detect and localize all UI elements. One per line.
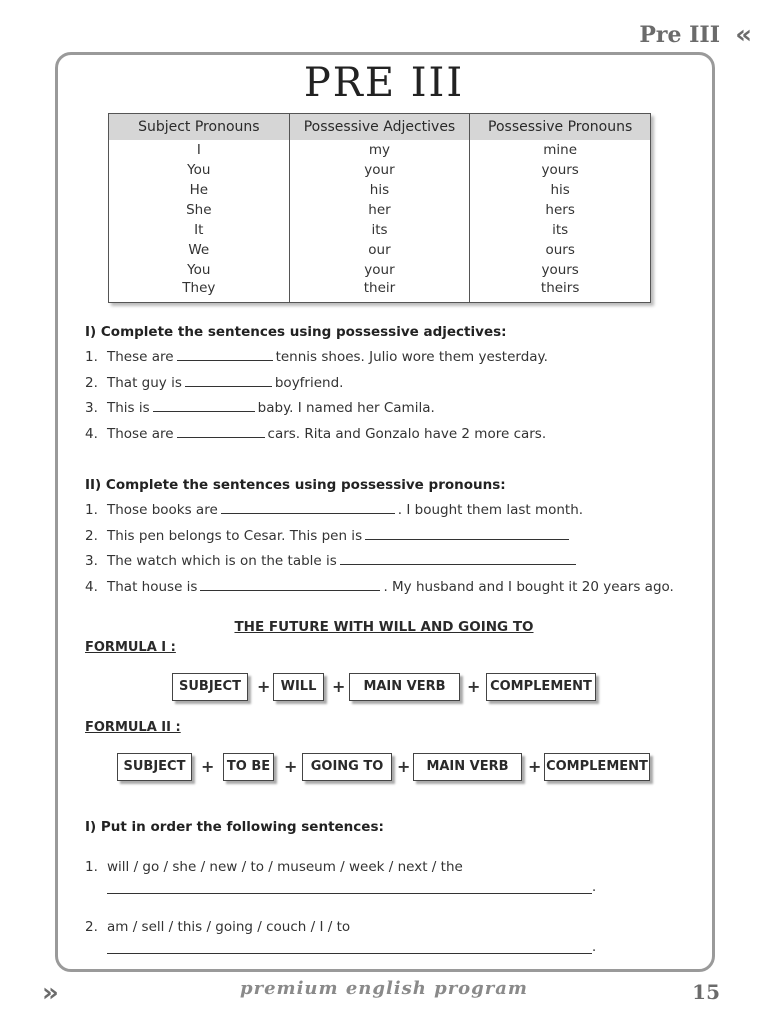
item-text-after: boyfriend.: [274, 375, 344, 391]
item-number: 1.: [85, 349, 98, 365]
formula2-subject-box: SUBJECT: [117, 753, 192, 781]
table-row: [109, 280, 651, 303]
answer-blank[interactable]: [153, 400, 255, 412]
item-number: 4.: [85, 426, 98, 442]
item-text-before: Those are: [107, 426, 174, 442]
table-body: [109, 140, 651, 303]
formula1-main-verb-box: MAIN VERB: [349, 673, 460, 701]
table-cell: theirs: [470, 280, 651, 303]
plus-sign: +: [201, 757, 215, 776]
item-text-before: That house is: [107, 579, 198, 595]
item-number: 3.: [85, 400, 98, 416]
item-text-before: These are: [107, 349, 174, 365]
table-cell: my: [289, 140, 470, 160]
table-cell: our: [289, 240, 470, 260]
item-text-after: tennis shoes. Julio wore them yesterday.: [275, 349, 548, 365]
plus-sign: +: [284, 757, 298, 776]
item-number: 2.: [85, 919, 98, 935]
answer-blank[interactable]: [221, 502, 395, 514]
item-text: am / sell / this / going / couch / I / to: [107, 919, 351, 935]
table-row: [109, 260, 651, 280]
item-number: 1.: [85, 859, 98, 875]
footer-program-name: premium english program: [240, 978, 528, 999]
item-text-after: . I bought them last month.: [397, 502, 584, 518]
answer-blank[interactable]: [365, 528, 569, 540]
line-end-period: .: [592, 940, 597, 955]
formula1-will-box: WILL: [273, 673, 324, 701]
item-text: will / go / she / new / to / museum / week / next / the: [107, 859, 463, 875]
section1-item-4: [85, 426, 546, 442]
answer-line-2[interactable]: [107, 953, 592, 954]
plus-sign: +: [332, 677, 346, 696]
pronoun-table: [108, 113, 651, 303]
table-cell: They: [109, 280, 290, 303]
item-text-after: . My husband and I bought it 20 years ago.: [383, 579, 674, 595]
item-text-before: Those books are: [107, 502, 218, 518]
section3-title: I) Put in order the following sentences:: [85, 819, 384, 835]
double-chevron-left-icon: «: [735, 20, 748, 50]
answer-blank[interactable]: [177, 426, 265, 438]
table-cell: He: [109, 180, 290, 200]
formula1-label: FORMULA I :: [85, 640, 176, 655]
item-number: 2.: [85, 375, 98, 391]
table-cell: I: [109, 140, 290, 160]
answer-blank[interactable]: [185, 375, 272, 387]
item-text-before: This pen belongs to Cesar. This pen is: [107, 528, 363, 544]
section1-item-1: [85, 349, 548, 365]
table-row: [109, 240, 651, 260]
answer-blank[interactable]: [177, 349, 273, 361]
table-cell: its: [289, 220, 470, 240]
table-cell: their: [289, 280, 470, 303]
item-number: 2.: [85, 528, 98, 544]
table-cell: It: [109, 220, 290, 240]
item-text-after: baby. I named her Camila.: [257, 400, 435, 416]
table-row: [109, 140, 651, 160]
formula2-main-verb-box: MAIN VERB: [413, 753, 522, 781]
section1-title: I) Complete the sentences using possessive adjectives:: [85, 324, 507, 340]
item-number: 1.: [85, 502, 98, 518]
table-cell: his: [470, 180, 651, 200]
item-text-after: cars. Rita and Gonzalo have 2 more cars.: [267, 426, 547, 442]
table-cell: her: [289, 200, 470, 220]
section2-title: II) Complete the sentences using possessive pronouns:: [85, 477, 506, 493]
table-cell: your: [289, 260, 470, 280]
table-row: [109, 160, 651, 180]
table-cell: its: [470, 220, 651, 240]
section1-item-2: [85, 375, 343, 391]
table-cell: She: [109, 200, 290, 220]
page-number: 15: [692, 980, 720, 1004]
future-heading: THE FUTURE WITH WILL AND GOING TO: [234, 619, 534, 635]
plus-sign: +: [467, 677, 481, 696]
table-cell: your: [289, 160, 470, 180]
formula2-label: FORMULA II :: [85, 720, 181, 735]
table-cell: You: [109, 160, 290, 180]
item-text-before: The watch which is on the table is: [107, 553, 337, 569]
double-chevron-right-icon: »: [42, 978, 55, 1008]
answer-line-1[interactable]: [107, 893, 592, 894]
answer-blank[interactable]: [200, 579, 380, 591]
table-cell: mine: [470, 140, 651, 160]
table-cell: hers: [470, 200, 651, 220]
item-text-before: This is: [107, 400, 150, 416]
header-subject-pronouns: Subject Pronouns: [109, 114, 290, 140]
section3-item-1: [85, 859, 463, 875]
section3-item-2: [85, 919, 350, 935]
header-possessive-pronouns: Possessive Pronouns: [470, 114, 651, 140]
table-cell: yours: [470, 260, 651, 280]
section1-item-3: [85, 400, 435, 416]
formula1-complement-box: COMPLEMENT: [486, 673, 596, 701]
table-header-row: [109, 114, 651, 140]
section2-item-2: [85, 528, 572, 544]
line-end-period: .: [592, 880, 597, 895]
plus-sign: +: [397, 757, 411, 776]
table-cell: yours: [470, 160, 651, 180]
table-cell: We: [109, 240, 290, 260]
page-title: PRE III: [303, 60, 465, 106]
table-cell: his: [289, 180, 470, 200]
answer-blank[interactable]: [340, 553, 576, 565]
formula2-complement-box: COMPLEMENT: [544, 753, 650, 781]
section2-item-4: [85, 579, 674, 595]
table-row: [109, 200, 651, 220]
table-row: [109, 180, 651, 200]
formula1-subject-box: SUBJECT: [172, 673, 248, 701]
item-text-before: That guy is: [107, 375, 182, 391]
corner-title: Pre III: [639, 22, 720, 48]
item-number: 3.: [85, 553, 98, 569]
section2-item-3: [85, 553, 579, 569]
header-possessive-adjectives: Possessive Adjectives: [289, 114, 470, 140]
plus-sign: +: [257, 677, 271, 696]
item-number: 4.: [85, 579, 98, 595]
table-cell: ours: [470, 240, 651, 260]
formula2-going-to-box: GOING TO: [302, 753, 392, 781]
table-cell: You: [109, 260, 290, 280]
table-row: [109, 220, 651, 240]
formula2-to-be-box: TO BE: [223, 753, 274, 781]
plus-sign: +: [528, 757, 542, 776]
section2-item-1: [85, 502, 583, 518]
